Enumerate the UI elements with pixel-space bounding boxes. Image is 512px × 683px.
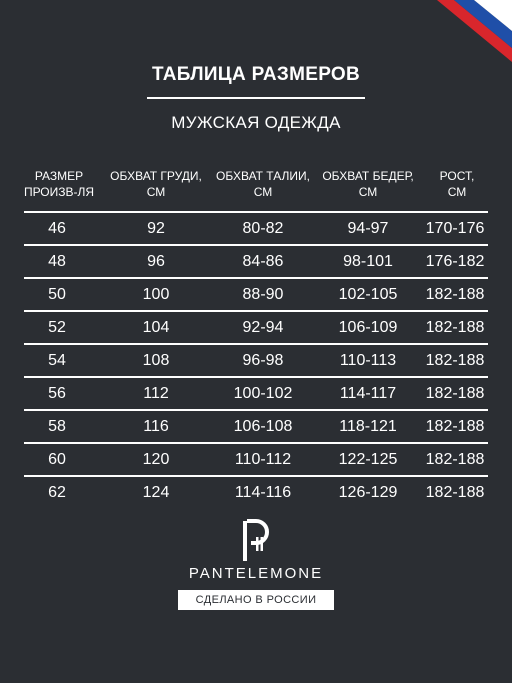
column-header-size: РАЗМЕР ПРОИЗВ-ЛЯ xyxy=(23,169,95,199)
made-in-russia-badge: СДЕЛАНО В РОССИИ xyxy=(178,590,334,610)
cell-height: 182-188 xyxy=(425,385,485,402)
table-row xyxy=(24,310,488,343)
cell-size: 60 xyxy=(48,451,66,468)
cell-height: 182-188 xyxy=(425,418,485,435)
table-row xyxy=(24,244,488,277)
column-header-chest: ОБХВАТ ГРУДИ, СМ xyxy=(110,169,202,199)
cell-hips: 98-101 xyxy=(343,253,393,270)
brand-logo-icon xyxy=(236,518,276,564)
size-table xyxy=(24,211,488,508)
title-underline xyxy=(147,97,365,99)
cell-hips: 106-109 xyxy=(338,319,398,336)
cell-height: 182-188 xyxy=(425,286,485,303)
cell-hips: 118-121 xyxy=(339,418,397,435)
cell-size: 62 xyxy=(48,484,66,501)
cell-hips: 94-97 xyxy=(347,220,389,237)
cell-chest: 100 xyxy=(142,286,170,303)
cell-hips: 122-125 xyxy=(338,451,398,468)
cell-chest: 104 xyxy=(142,319,170,336)
cell-height: 182-188 xyxy=(425,451,485,468)
cell-size: 52 xyxy=(48,319,66,336)
cell-waist: 106-108 xyxy=(233,418,293,435)
cell-waist: 88-90 xyxy=(242,286,284,303)
table-header xyxy=(0,168,512,200)
table-row xyxy=(24,442,488,475)
cell-chest: 116 xyxy=(143,418,169,435)
table-row xyxy=(24,277,488,310)
cell-size: 48 xyxy=(48,253,66,270)
page-title: ТАБЛИЦА РАЗМЕРОВ xyxy=(151,64,361,85)
table-row xyxy=(24,409,488,442)
table-row xyxy=(24,211,488,244)
brand-name: PANTELEMONE xyxy=(188,565,324,582)
cell-chest: 108 xyxy=(142,352,170,369)
cell-height: 182-188 xyxy=(425,484,485,501)
cell-waist: 84-86 xyxy=(242,253,284,270)
cell-waist: 96-98 xyxy=(242,352,284,369)
cell-hips: 126-129 xyxy=(338,484,398,501)
column-header-hips: ОБХВАТ БЕДЕР, СМ xyxy=(322,169,414,199)
cell-height: 182-188 xyxy=(425,319,485,336)
table-row xyxy=(24,475,488,508)
cell-chest: 124 xyxy=(142,484,170,501)
cell-size: 56 xyxy=(48,385,66,402)
page-subtitle: МУЖСКАЯ ОДЕЖДА xyxy=(171,113,341,132)
table-row xyxy=(24,376,488,409)
cell-chest: 120 xyxy=(142,451,170,468)
cell-waist: 110-112 xyxy=(234,451,292,468)
cell-size: 58 xyxy=(48,418,66,435)
cell-hips: 110-113 xyxy=(339,352,397,369)
cell-waist: 114-116 xyxy=(234,484,292,501)
cell-height: 182-188 xyxy=(425,352,485,369)
cell-waist: 92-94 xyxy=(242,319,284,336)
cell-waist: 100-102 xyxy=(233,385,293,402)
cell-chest: 96 xyxy=(147,253,165,270)
cell-waist: 80-82 xyxy=(242,220,284,237)
cell-hips: 114-117 xyxy=(339,385,397,402)
table-row xyxy=(24,343,488,376)
column-header-waist: ОБХВАТ ТАЛИИ, СМ xyxy=(216,169,310,199)
cell-chest: 92 xyxy=(147,220,165,237)
cell-size: 54 xyxy=(48,352,66,369)
cell-size: 50 xyxy=(48,286,66,303)
cell-height: 176-182 xyxy=(425,253,485,270)
cell-size: 46 xyxy=(48,220,66,237)
column-header-height: РОСТ, СМ xyxy=(439,169,475,199)
cell-hips: 102-105 xyxy=(338,286,398,303)
cell-height: 170-176 xyxy=(425,220,485,237)
cell-chest: 112 xyxy=(143,385,169,402)
